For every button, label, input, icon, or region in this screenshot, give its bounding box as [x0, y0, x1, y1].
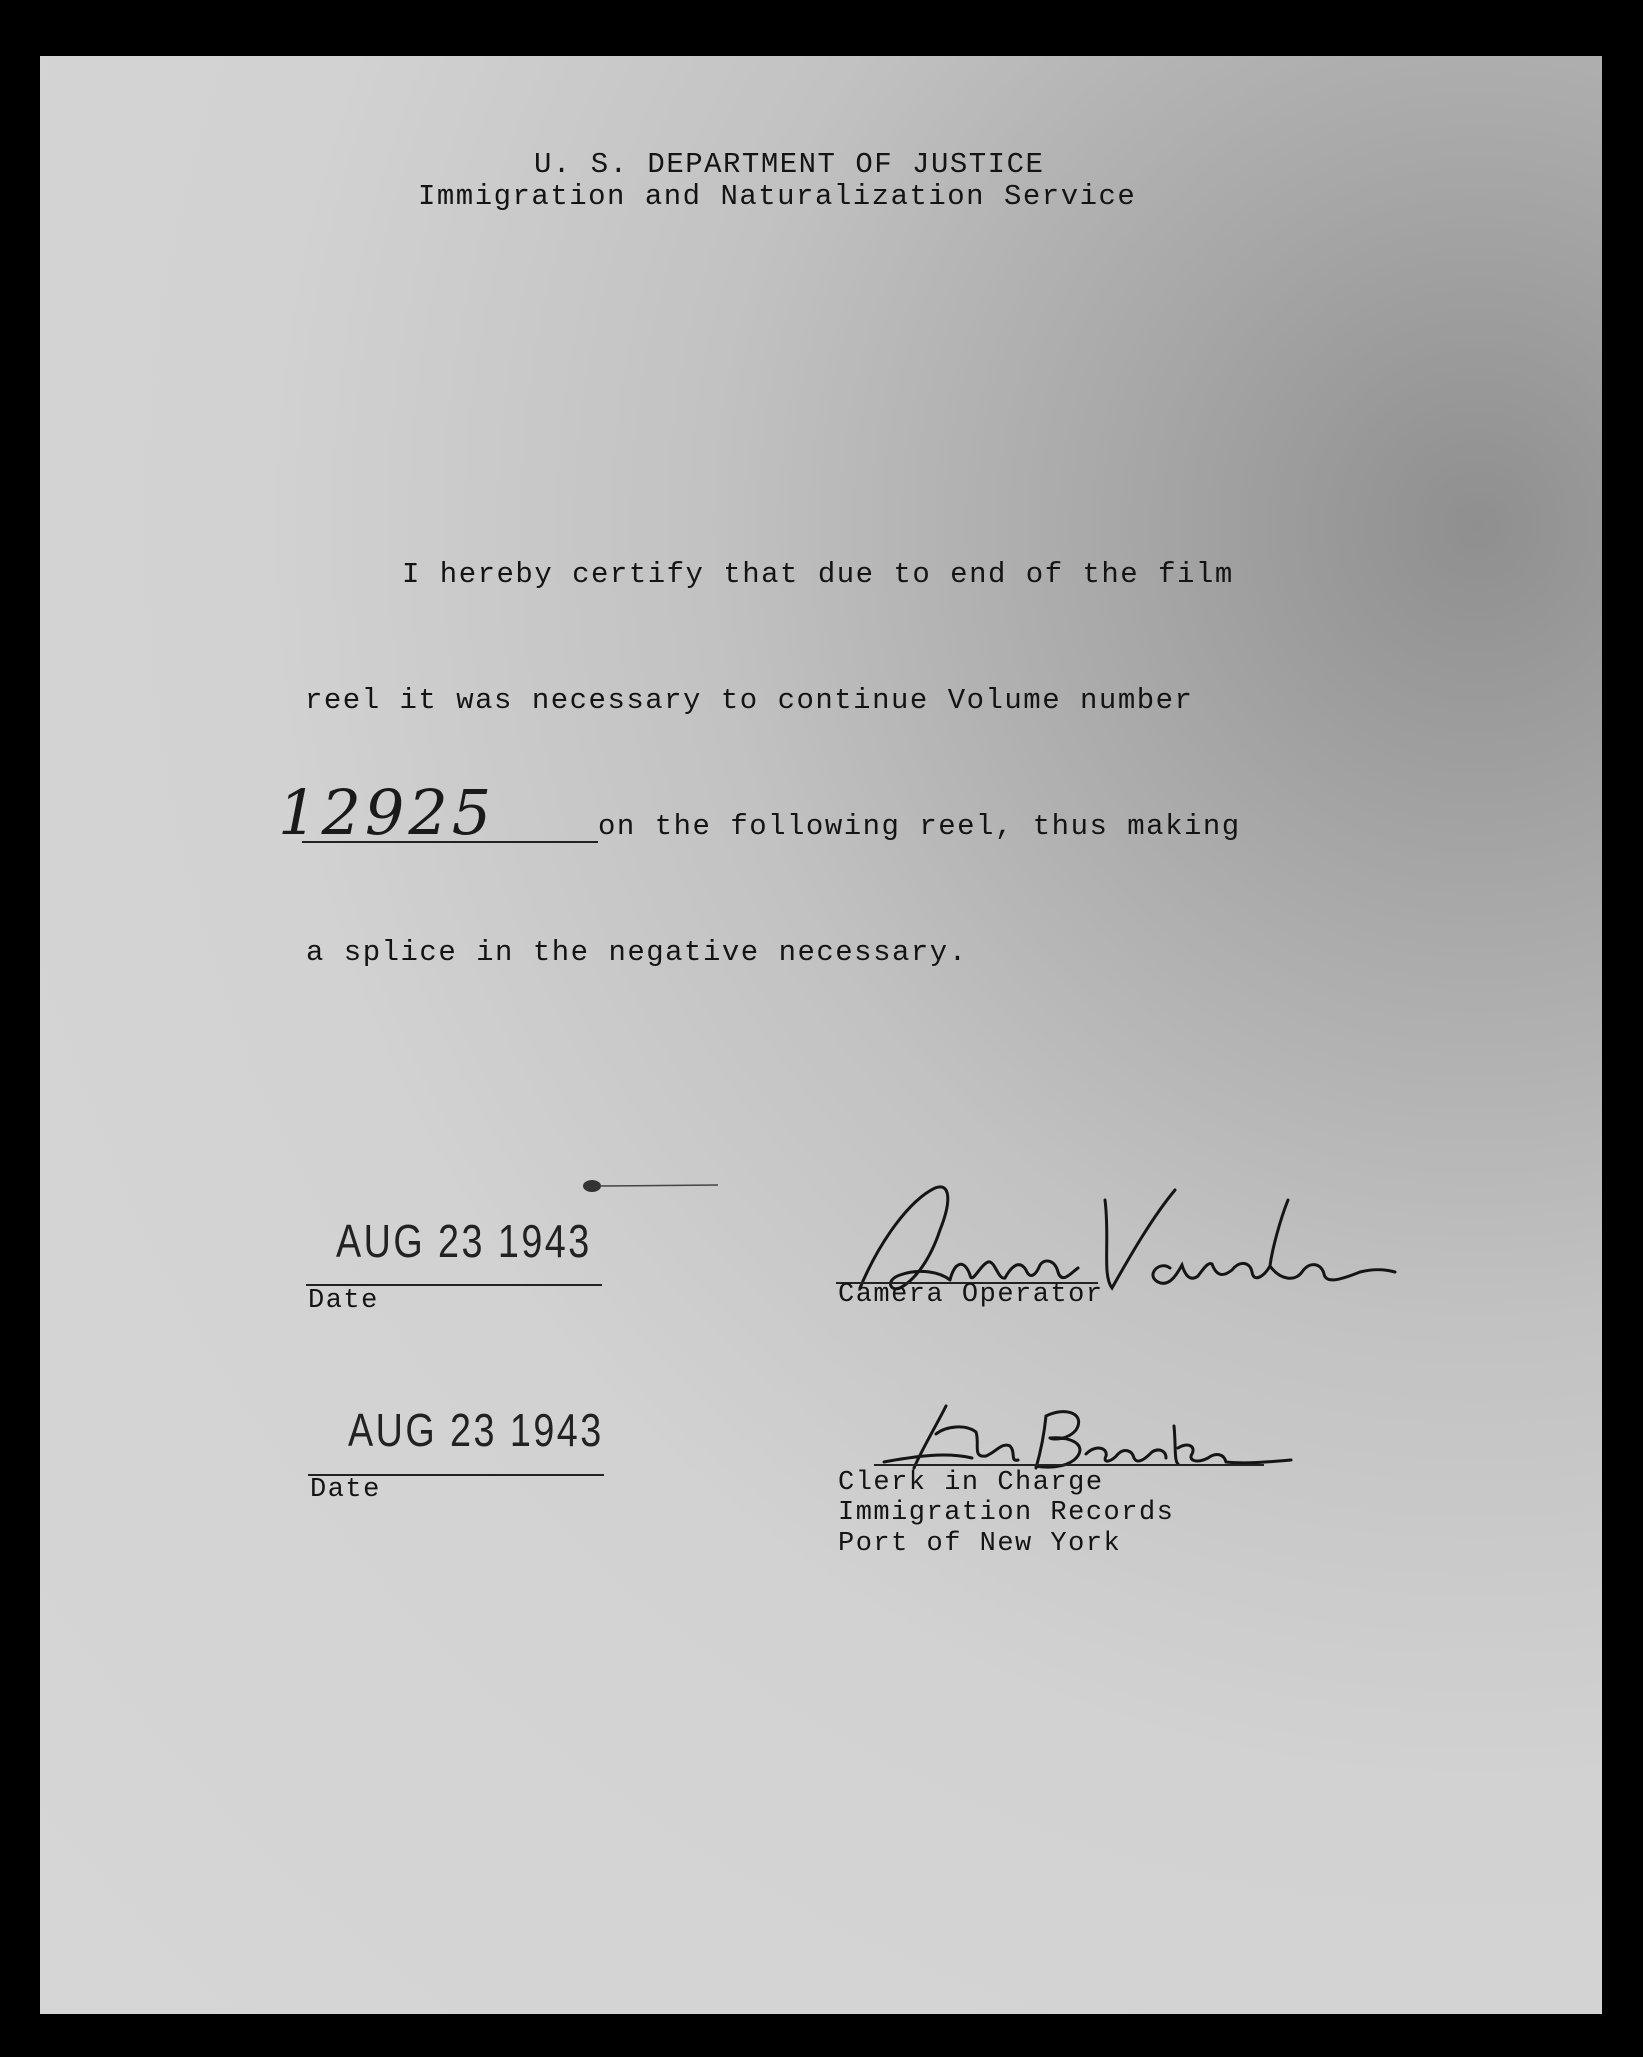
certification-line-2: reel it was necessary to continue Volume number [305, 684, 1194, 717]
service-heading: Immigration and Naturalization Service [418, 180, 1137, 213]
certification-line-3: on the following reel, thus making [598, 810, 1241, 843]
department-heading: U. S. DEPARTMENT OF JUSTICE [534, 148, 1045, 181]
certification-line-4: a splice in the negative necessary. [306, 936, 968, 969]
volume-number-handwritten: 12925 [278, 776, 496, 849]
ink-mark [580, 1176, 720, 1196]
clerk-title: Clerk in Charge [838, 1468, 1104, 1498]
certification-line-1: I hereby certify that due to end of the film [402, 558, 1234, 591]
document-page [40, 56, 1602, 2014]
date-stamp-1: AUG 23 1943 [336, 1215, 592, 1267]
date-label-2: Date [310, 1475, 381, 1505]
clerk-department: Immigration Records [838, 1498, 1175, 1528]
camera-operator-label: Camera Operator [838, 1280, 1104, 1310]
date-label-1: Date [308, 1286, 379, 1316]
clerk-signature-line [874, 1464, 1264, 1466]
clerk-location: Port of New York [838, 1529, 1122, 1559]
date-stamp-2: AUG 23 1943 [348, 1404, 604, 1456]
volume-number-underline [302, 841, 598, 843]
